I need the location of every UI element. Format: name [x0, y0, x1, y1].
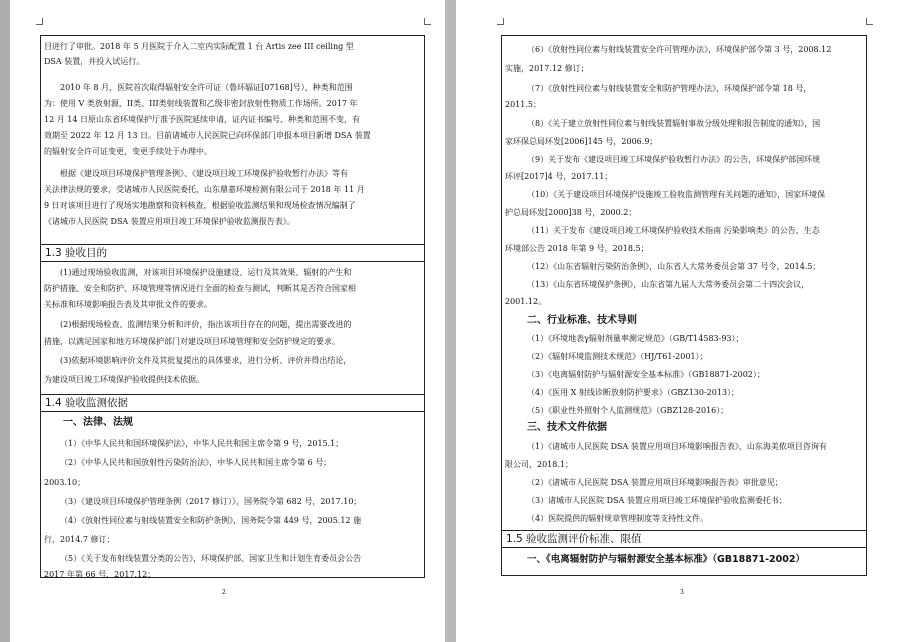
crop-mark — [866, 18, 873, 25]
law-item: （2）《中华人民共和国放射性污染防治法》，中华人民共和国主席令第 6 号； — [60, 458, 332, 467]
body-line: 为：使用 V 类放射源，II类、III类射线装置和乙级非密封放射性物质工作场所。2017 年 — [44, 99, 358, 108]
law-item: （8）《关于建立放射性同位素与射线装置辐射事故分级处理和报告制度的通知》，国 — [527, 119, 821, 128]
tech-item: （1）《诸城市人民医院 DSA 装置应用项目环境影响报告表》，山东海美侬项目咨询有 — [527, 442, 827, 451]
section-heading-1-3: 1.3 验收目的 — [41, 244, 424, 262]
law-item: 家环保总局环发[2006]145 号，2006.9； — [505, 137, 658, 146]
body-line: 的辐射安全许可证变更，变更手续处于办理中。 — [44, 147, 212, 156]
law-item: 环境部公告 2018 年第 9 号，2018.5； — [505, 244, 649, 253]
standard-item: （2）《辐射环境监测技术规范》（HJ/T61-2001）； — [527, 352, 708, 361]
document-page-2 — [10, 0, 445, 642]
body-line: 关标准和环境影响报告表及其审批文件的要求。 — [44, 300, 212, 309]
section-heading-1-4: 1.4 验收监测依据 — [41, 394, 424, 412]
law-item: （4）《放射性同位素与射线装置安全和防护条例》，国务院令第 449 号，2005.12 施 — [60, 516, 362, 525]
body-line: 防护措施、安全和防护、环境管理等情况进行全面的检查与测试，判断其是否符合国家相 — [44, 284, 356, 293]
law-item: （10）《关于建设项目环境保护设施竣工验收监测管理有关问题的通知》，国家环境保 — [527, 190, 826, 199]
law-item: （9）关于发布《建设项目竣工环境保护验收暂行办法》的公告，环境保护部国环规 — [527, 155, 821, 164]
law-item: （6）《放射性同位素与射线装置安全许可管理办法》，环境保护部令第 3 号，2008.12 — [527, 45, 832, 54]
document-page-3 — [456, 0, 909, 642]
crop-mark — [424, 18, 431, 25]
tech-item: （2）《诸城市人民医院 DSA 装置应用项目环境影响报告表》审批意见； — [527, 478, 783, 487]
law-item: （12）《山东省辐射污染防治条例》，山东省人大常务委员会第 37 号令，2014.5； — [527, 262, 821, 271]
body-line: 根据《建设项目环境保护管理条例》、《建设项目竣工环境保护验收暂行办法》等有 — [60, 169, 348, 178]
law-item: 环评[2017]4 号，2017.11； — [505, 172, 613, 181]
body-line: 12 月 14 日原山东省环境保护厅准予医院延续申请，证内证书编号、种类和范围不变，有 — [44, 115, 360, 124]
body-line: 效期至 2022 年 12 月 13 日。目前诸城市人民医院已向环保部门申报本项目新增 DSA 装置 — [44, 131, 371, 140]
body-line: 目进行了审批。2018 年 5 月医院于介入二室内实际配置 1 台 Artis zee III ceiling 型 — [44, 42, 354, 51]
page-number: 3 — [680, 589, 684, 596]
law-item: 行，2014.7 修订； — [44, 535, 115, 544]
crop-mark — [36, 18, 43, 25]
law-item: （5）《关于发布射线装置分类的公告》，环境保护部、国家卫生和计划生育委员会公告 — [60, 554, 362, 563]
subheading-tech-docs: 三、技术文件依据 — [527, 422, 607, 433]
law-item: （7）《放射性同位素与射线装置安全和防护管理办法》，环境保护部令第 18 号， — [527, 84, 812, 93]
page-gap — [445, 0, 456, 642]
tech-item: （4）医院提供的辐射规章管理制度等支持性文件。 — [527, 514, 709, 523]
law-item: （3）《建设项目环境保护管理条例（2017 修订）》，国务院令第 682 号，2017.10； — [60, 497, 362, 506]
subheading-gb18871: 一、《电离辐射防护与辐射源安全基本标准》（GB18871-2002） — [527, 554, 805, 565]
body-line: 2010 年 8 月，医院首次取得辐射安全许可证（鲁环辐证[07168]号），种类和范围 — [60, 83, 353, 92]
tech-item: （3）诸城市人民医院 DSA 装置应用项目竣工环境保护验收监测委托书； — [527, 496, 787, 505]
body-line: 关法律法规的要求，受诸城市人民医院委托，山东鼎嘉环境检测有限公司于 2018 年 11 月 — [44, 185, 365, 194]
law-item: （11）关于发布《建设项目竣工环境保护验收技术指南 污染影响类》的公告，生态 — [527, 226, 820, 235]
body-line: (1)通过现场验收监测，对该项目环境保护设施建设、运行及其效果、辐射的产生和 — [60, 268, 352, 277]
body-line: 《诸城市人民医院 DSA 装置应用项目竣工环境保护验收监测报告表》。 — [44, 217, 295, 226]
law-item: 护总局环发[2000]38 号，2000.2； — [505, 208, 637, 217]
content-frame — [501, 35, 867, 576]
law-item: 2003.10； — [44, 478, 86, 487]
law-item: 2017 年第 66 号，2017.12； — [44, 570, 156, 579]
law-item: （13）《山东省环境保护条例》，山东省第九届人大常务委员会第二十四次会议， — [527, 280, 810, 289]
page-number: 2 — [222, 589, 226, 596]
standard-item: （4）《医用 X 射线诊断放射防护要求》（GBZ130-2013）； — [527, 388, 740, 397]
body-line: (2)根据现场检查、监测结果分析和评价，指出该项目存在的问题，提出需要改进的 — [60, 320, 352, 329]
body-line: (3)依据环境影响评价文件及其批复提出的具体要求，进行分析、评价并得出结论， — [60, 356, 352, 365]
law-item: （1）《中华人民共和国环境保护法》，中华人民共和国主席令第 9 号，2015.1； — [60, 439, 344, 448]
section-heading-1-5: 1.5 验收监测评价标准、限值 — [502, 530, 866, 548]
crop-mark — [497, 18, 504, 25]
body-line: 措施，以满足国家和地方环境保护部门对建设项目环境管理和安全防护规定的要求。 — [44, 337, 340, 346]
body-line: DSA 装置，并投入试运行。 — [44, 57, 145, 66]
standard-item: （5）《职业性外照射个人监测规范》（GBZ128-2016）； — [527, 406, 729, 415]
standard-item: （3）《电离辐射防护与辐射源安全基本标准》（GB18871-2002）； — [527, 370, 765, 379]
tech-item: 限公司，2018.1； — [505, 460, 573, 469]
law-item: 实施，2017.12 修订； — [505, 64, 589, 73]
subheading-standards: 二、行业标准、技术导则 — [527, 315, 637, 326]
body-line: 9 日对该项目进行了现场实地勘察和资料核查，根据验收监测结果和现场检查情况编制了 — [44, 201, 356, 210]
content-frame — [40, 35, 425, 578]
law-item: 2001.12。 — [505, 297, 547, 306]
law-item: 2011.5； — [505, 100, 541, 109]
standard-item: （1）《环境地表γ辐射剂量率测定规范》（GB/T14583-93）； — [527, 334, 744, 343]
subheading-laws: 一、法律、法规 — [63, 417, 133, 428]
body-line: 为建设项目竣工环境保护验收提供技术依据。 — [44, 375, 204, 384]
